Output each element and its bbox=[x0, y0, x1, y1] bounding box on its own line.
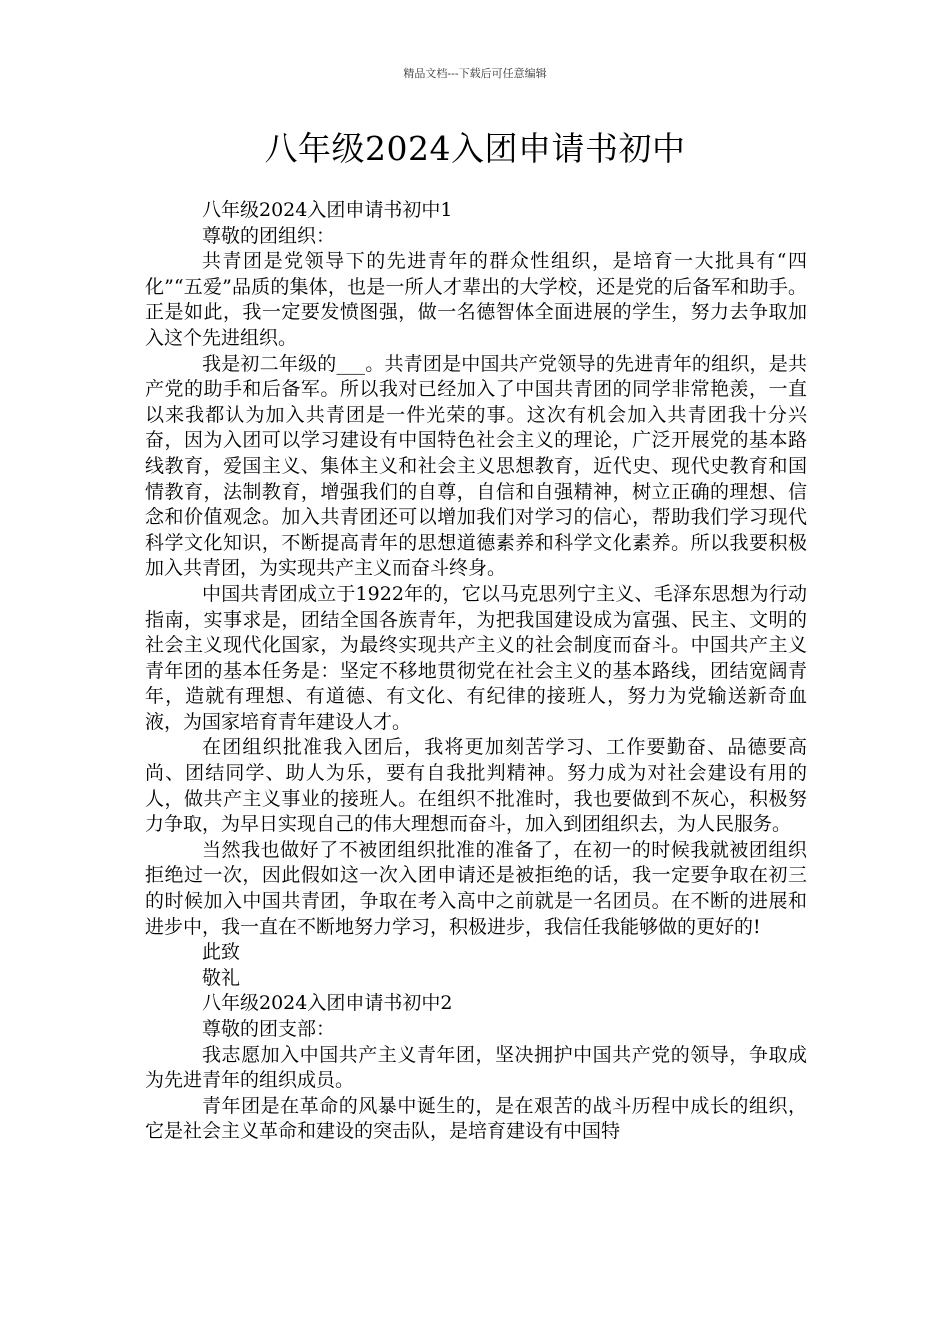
body-paragraph: 当然我也做好了不被团组织批准的准备了，在初一的时候我就被团组织拒绝过一次，因此假如这一次入团申请还是被拒绝的话，我一定要争取在初三的时候加入中国共青团，争取在考入高中之前就是一名团员。在不断的进展和进步中，我一直在不断地努力学习，积极进步，我信任我能够做的更好的! bbox=[145, 838, 807, 938]
body-paragraph: 我志愿加入中国共产主义青年团，坚决拥护中国共产党的领导，争取成为先进青年的组织成员。 bbox=[145, 1043, 807, 1092]
section-heading-2: 八年级2024入团申请书初中2 bbox=[202, 992, 453, 1015]
section-heading-1: 八年级2024入团申请书初中1 bbox=[202, 199, 453, 221]
body-paragraph: 中国共青团成立于1922年的，它以马克思列宁主义、毛泽东思想为行动指南，实事求是，团结全国各族青年，为把我国建设成为富强、民主、文明的社会主义现代化国家，为最终实现共产主义的社会制度而奋斗。中国共产主义青年团的基本任务是：坚定不移地贯彻党在社会主义的基本路线，团结宽阔青年，造就有理想、有道德、有文化、有纪律的接班人，努力为党输送新奇血液，为国家培育青年建设人才。 bbox=[145, 582, 807, 733]
closing-line: 此致 bbox=[202, 941, 241, 964]
document-body bbox=[145, 198, 807, 1145]
body-paragraph: 共青团是党领导下的先进青年的群众性组织，是培育一大批具有“四化”“五爱”品质的集体，也是一所人才辈出的大学校，还是党的后备军和助手。正是如此，我一定要发愤图强，做一名德智体全面进展的学生，努力去争取加入这个先进组织。 bbox=[145, 250, 807, 349]
closing-line: 敬礼 bbox=[202, 966, 241, 989]
salutation-2: 尊敬的团支部： bbox=[202, 1018, 336, 1040]
header-note: 精品文档---下载后可任意编辑 bbox=[403, 67, 547, 80]
body-paragraph: 青年团是在革命的风暴中诞生的，是在艰苦的战斗历程中成长的组织，它是社会主义革命和建设的突击队，是培育建设有中国特 bbox=[145, 1094, 807, 1143]
salutation-1: 尊敬的团组织： bbox=[202, 224, 336, 247]
body-paragraph: 我是初二年级的___。共青团是中国共产党领导的先进青年的组织，是共产党的助手和后备军。所以我对已经加入了中国共青团的同学非常艳羡，一直以来我都认为加入共青团是一件光荣的事。这次有机会加入共青团我十分兴奋，因为入团可以学习建设有中国特色社会主义的理论，广泛开展党的基本路线教育，爱国主义、集体主义和社会主义思想教育，近代史、现代史教育和国情教育，法制教育，增强我们的自尊，自信和自强精神，树立正确的理想、信念和价值观念。加入共青团还可以增加我们对学习的信心，帮助我们学习现代科学文化知识，不断提高青年的思想道德素养和科学文化素养。所以我要积极加入共青团，为实现共产主义而奋斗终身。 bbox=[145, 352, 807, 580]
body-paragraph: 在团组织批准我入团后，我将更加刻苦学习、工作要勤奋、品德要高尚、团结同学、助人为乐，要有自我批判精神。努力成为对社会建设有用的人，做共产主义事业的接班人。在组织不批准时，我也要做到不灰心，积极努力争取，为早日实现自己的伟大理想而奋斗，加入到团组织去，为人民服务。 bbox=[145, 736, 807, 836]
document-title: 八年级2024入团申请书初中 bbox=[264, 129, 686, 168]
